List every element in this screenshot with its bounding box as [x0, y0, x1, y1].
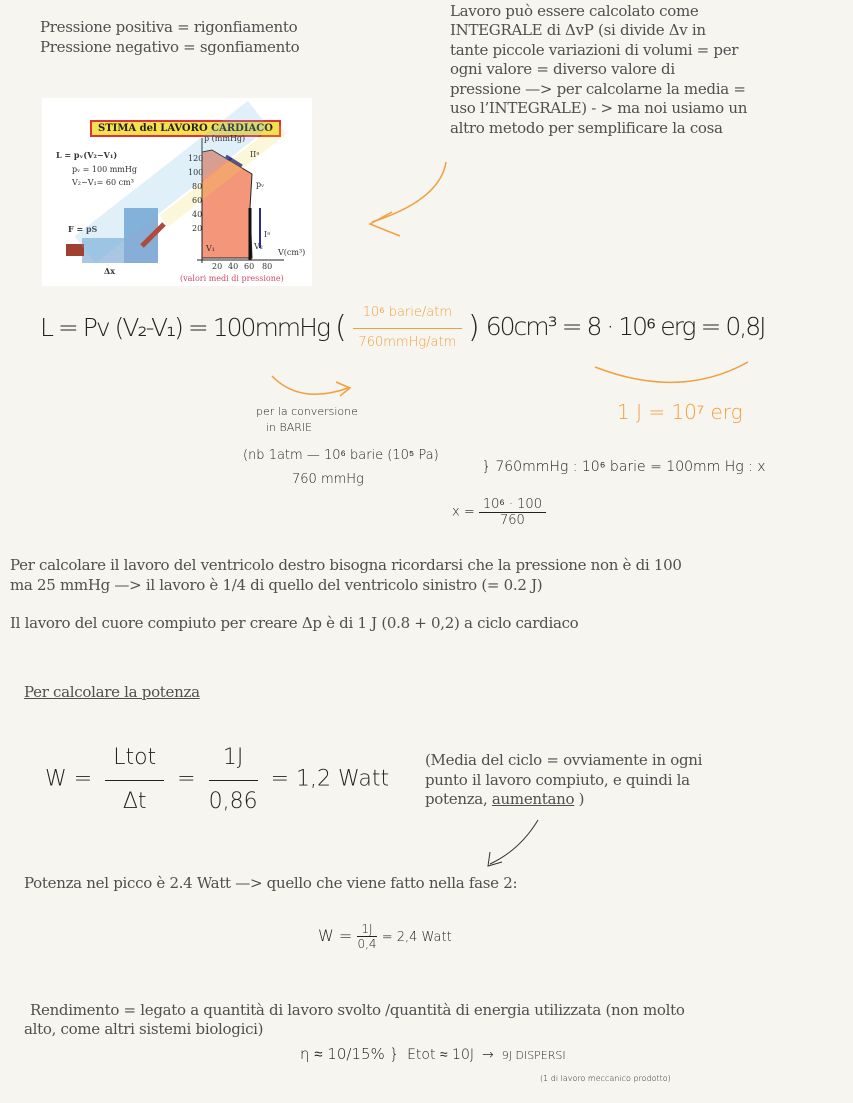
work-equation-lhs: L = Pv (V₂-V₁) = 100mmHg [40, 312, 329, 342]
x-tick: 80 [262, 262, 273, 271]
work-equation [40, 304, 764, 350]
para-line: Per calcolare il lavoro del ventricolo destro bisogna ricordarsi che la pressione non è di 100 [10, 556, 682, 574]
phase-label: Iᵃ [264, 230, 271, 239]
v1-label: V₁ [206, 244, 215, 253]
nb-line: (nb 1atm — 10⁶ barie (10⁵ Pa) [243, 448, 439, 463]
power-lhs: W = [45, 766, 93, 792]
x-denominator: 760 [500, 513, 525, 528]
peak-numerator: 1J [357, 922, 376, 937]
dispersed-label: 9J DISPERSI [501, 1049, 566, 1062]
power-note-line [425, 790, 584, 810]
v2-label: V₂ [254, 242, 263, 251]
underlined-word: aumentano [491, 790, 575, 808]
figure-formula: L = pᵥ(V₂−V₁) [56, 150, 118, 160]
top-right-line: uso l’INTEGRALE) - > ma noi usiamo un [450, 99, 748, 117]
peak-result: = 2,4 Watt [381, 930, 452, 945]
figure-force: F = pS [68, 224, 98, 234]
y-tick: 60 [192, 196, 203, 205]
note-text: ) [574, 790, 585, 808]
x-solution [452, 496, 546, 528]
power-numerator: Ltot [105, 745, 164, 781]
x-tick: 60 [244, 262, 255, 271]
x-numerator: 10⁶ · 100 [479, 496, 546, 513]
para-line: ma 25 mmHg —> il lavoro è 1/4 di quello del ventricolo sinistro (= 0.2 J) [10, 576, 543, 594]
peak-lhs: W = [318, 926, 353, 945]
bracket-close: ) [468, 309, 480, 345]
conversion-numerator: 10⁶ barie/atm [353, 304, 462, 329]
top-left-line: Pressione negativo = sgonfiamento [40, 38, 300, 56]
figure-pv: pᵥ = 100 mmHg [72, 165, 137, 174]
top-right-line: Lavoro può essere calcolato come [450, 2, 699, 20]
y-axis-label: p (mmHg) [204, 134, 246, 143]
para-line: Il lavoro del cuore compiuto per creare Δp è di 1 J (0.8 + 0,2) a ciclo cardiaco [10, 614, 579, 632]
y-tick: 100 [188, 168, 204, 177]
y-tick: 80 [192, 182, 203, 191]
joule-note: 1 J = 10⁷ erg [617, 400, 743, 424]
y-tick: 120 [188, 154, 204, 163]
power-result: = 1,2 Watt [270, 766, 390, 792]
figure-title: STIMA del LAVORO CARDIACO [90, 120, 281, 137]
note-line: per la conversione [256, 405, 358, 418]
rendimento-line: alto, come altri sistemi biologici) [24, 1020, 264, 1038]
x-tick: 20 [212, 262, 223, 271]
figure-caption: (valori medi di pressione) [180, 274, 284, 283]
efficiency-etot: Etot ≈ 10J [407, 1047, 474, 1063]
top-right-line: pressione —> per calcolarne la media = [450, 80, 746, 98]
x-axis-label: V(cm³) [278, 248, 306, 257]
conversion-fraction [353, 304, 462, 350]
work-equation-result: 60cm³ = 8 · 10⁶ erg = 0,8J [485, 312, 765, 341]
top-right-line: ogni valore = diverso valore di [450, 60, 675, 78]
figure-dv: V₂−V₁= 60 cm³ [72, 178, 134, 187]
top-right-line: INTEGRALE di ΔvP (si divide Δv in [450, 21, 706, 39]
figure-dx: Δx [104, 266, 115, 276]
conversion-note [256, 404, 358, 436]
x-label: x = [452, 504, 475, 520]
pv-label: pᵥ [256, 180, 265, 189]
power-numerator: 1J [209, 745, 258, 781]
mechanical-work-note: (1 di lavoro meccanico prodotto) [540, 1074, 671, 1083]
power-formula [45, 745, 389, 814]
section-heading: Per calcolare la potenza [24, 683, 200, 701]
y-tick: 20 [192, 224, 203, 233]
efficiency-eta: η ≈ 10/15% } [300, 1045, 400, 1063]
equals: = [177, 766, 196, 792]
y-tick: 40 [192, 210, 203, 219]
arrow-icon: → [482, 1047, 494, 1063]
nb-line: 760 mmHg [292, 472, 364, 487]
power-denominator: 0,86 [208, 789, 258, 814]
power-denominator: Δt [122, 789, 147, 814]
power-note-line: punto il lavoro compiuto, e quindi la [425, 771, 690, 789]
top-left-line: Pressione positiva = rigonfiamento [40, 18, 298, 36]
peak-line: Potenza nel picco è 2.4 Watt —> quello che viene fatto nella fase 2: [24, 874, 518, 892]
peak-denominator: 0,4 [357, 937, 377, 951]
proportion: } 760mmHg : 10⁶ barie = 100mm Hg : x [482, 459, 766, 475]
phase-label: IIᵃ [250, 150, 260, 159]
rendimento-line: Rendimento = legato a quantità di lavoro svolto /quantità di energia utilizzata (non molto [30, 1001, 685, 1019]
peak-formula [318, 922, 452, 951]
note-text: potenza, [425, 790, 492, 808]
bracket-open: ( [334, 309, 347, 345]
top-right-line: altro metodo per semplificare la cosa [450, 119, 723, 137]
x-tick: 40 [228, 262, 239, 271]
top-right-line: tante piccole variazioni di volumi = per [450, 41, 739, 59]
efficiency-row [300, 1045, 566, 1063]
conversion-denominator: 760mmHg/atm [358, 335, 457, 350]
note-line: in BARIE [266, 421, 313, 434]
power-note-line: (Media del ciclo = ovviamente in ogni [425, 751, 703, 769]
